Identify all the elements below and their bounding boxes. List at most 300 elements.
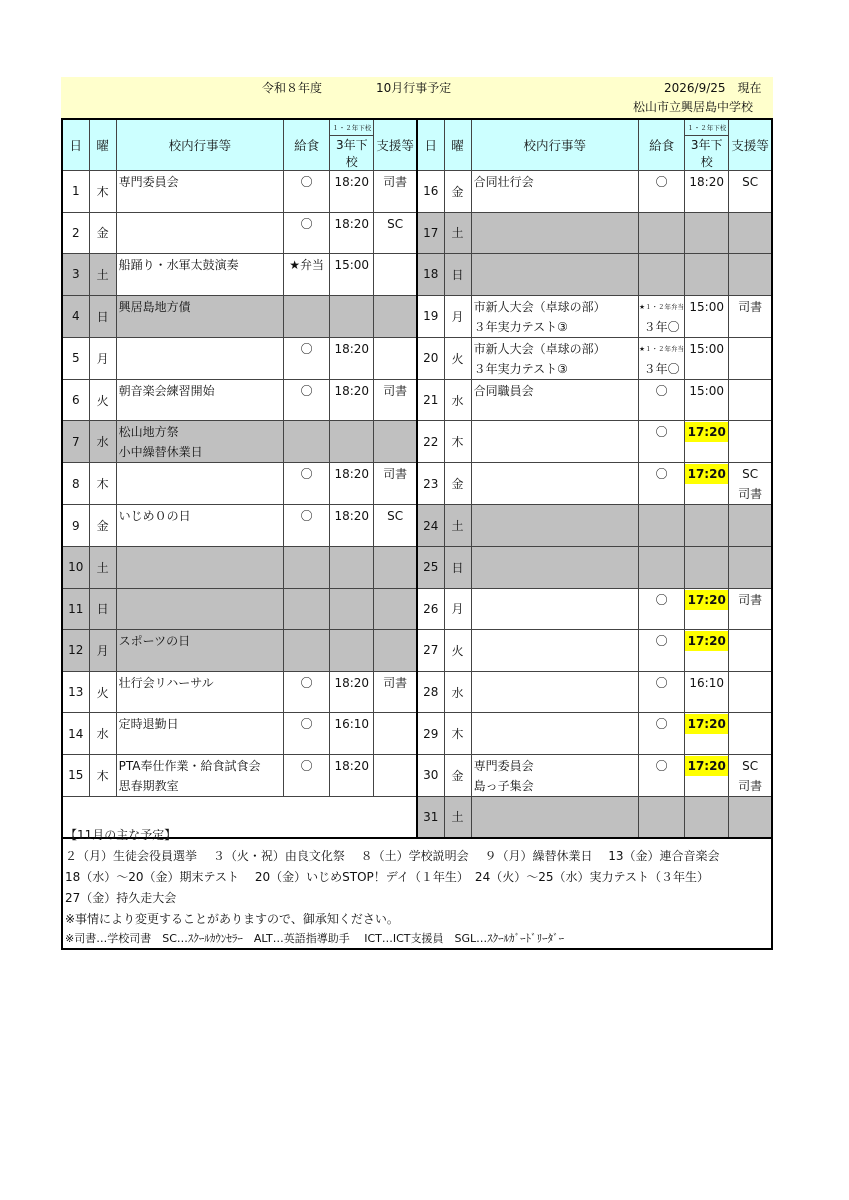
day-number: 3 xyxy=(62,254,89,296)
event-cell xyxy=(471,505,638,547)
table-row xyxy=(62,212,772,254)
dismissal-time xyxy=(685,630,729,672)
lunch-cell xyxy=(639,546,685,588)
time-text: 16:10 xyxy=(689,675,724,690)
event-text: 専門委員会 xyxy=(118,175,179,189)
support-text: SC xyxy=(742,175,759,189)
event-text: 合同壮行会 xyxy=(473,175,534,189)
time-text: 17:20 xyxy=(685,714,728,734)
day-number: 19 xyxy=(417,295,444,337)
event-text: いじめ０の日 xyxy=(118,509,191,524)
weekday: 火 xyxy=(444,630,471,672)
support-text: 司書 xyxy=(383,467,408,482)
weekday: 日 xyxy=(89,295,116,337)
day-number: 24 xyxy=(417,505,444,547)
lunch-cell xyxy=(284,463,330,505)
day-number: 21 xyxy=(417,379,444,421)
event-text: 専門委員会 xyxy=(473,758,534,773)
dismissal-time xyxy=(330,295,374,337)
current-date: 2026/9/25 現在 xyxy=(664,81,762,95)
event-text: スポーツの日 xyxy=(118,634,191,649)
col-dismissal-12: １・２年下校 xyxy=(685,119,729,136)
dismissal-time xyxy=(685,754,729,796)
event-text: 定時退勤日 xyxy=(118,717,179,732)
support-cell xyxy=(374,671,417,713)
dismissal-time xyxy=(330,588,374,630)
lunch-text: 〇 xyxy=(655,675,668,690)
support-text: 司書 xyxy=(738,299,763,314)
event-cell xyxy=(116,212,283,254)
time-text: 18:20 xyxy=(334,467,370,482)
weekday: 金 xyxy=(444,463,471,505)
day-number: 31 xyxy=(417,796,444,838)
lunch-text: 〇 xyxy=(300,509,313,524)
event-cell xyxy=(116,546,283,588)
time-text: 17:20 xyxy=(685,422,728,442)
support-cell xyxy=(729,463,772,505)
lunch-cell xyxy=(639,463,685,505)
dismissal-time xyxy=(685,421,729,463)
weekday: 火 xyxy=(89,671,116,713)
lunch-cell xyxy=(639,212,685,254)
support-text: 司書 xyxy=(738,592,763,607)
dismissal-time xyxy=(685,254,729,296)
lunch-text: 〇 xyxy=(300,216,313,231)
time-text: 18:20 xyxy=(334,509,370,524)
support-cell xyxy=(374,754,417,796)
lunch-cell xyxy=(639,671,685,713)
support-text: 司書 xyxy=(383,175,408,189)
col-day: 日 xyxy=(417,119,444,171)
dismissal-time xyxy=(685,337,729,379)
dismissal-time xyxy=(330,212,374,254)
lunch-cell xyxy=(639,505,685,547)
day-number: 25 xyxy=(417,546,444,588)
table-row xyxy=(62,254,772,296)
day-number: 6 xyxy=(62,379,89,421)
event-cell xyxy=(471,171,638,213)
support-text: 司書 xyxy=(738,778,763,793)
col-support: 支援等 xyxy=(729,119,772,171)
support-cell xyxy=(729,588,772,630)
event-cell xyxy=(116,588,283,630)
dismissal-time xyxy=(330,505,374,547)
lunch-text: 〇 xyxy=(655,383,668,398)
event-text: 市新人大会（卓球の部） xyxy=(473,341,606,356)
page-header xyxy=(61,77,773,118)
time-text: 18:20 xyxy=(334,216,370,231)
event-text: PTA奉仕作業・給食試食会 xyxy=(118,758,261,773)
lunch-text: 〇 xyxy=(300,175,313,189)
weekday: 金 xyxy=(89,505,116,547)
event-cell xyxy=(116,421,283,463)
support-cell xyxy=(374,254,417,296)
table-row xyxy=(62,295,772,337)
lunch-cell xyxy=(284,171,330,213)
event-cell xyxy=(471,254,638,296)
col-support: 支援等 xyxy=(374,119,417,171)
weekday: 木 xyxy=(444,713,471,755)
table-row xyxy=(62,630,772,672)
table-row xyxy=(62,505,772,547)
event-cell xyxy=(116,295,283,337)
lunch-cell xyxy=(639,379,685,421)
time-text: 15:00 xyxy=(689,299,724,314)
lunch-cell xyxy=(284,588,330,630)
weekday: 土 xyxy=(89,254,116,296)
event-cell xyxy=(471,295,638,337)
lunch-cell xyxy=(284,630,330,672)
event-text: 壮行会リハーサル xyxy=(118,675,214,690)
table-row xyxy=(62,379,772,421)
weekday: 水 xyxy=(89,421,116,463)
support-cell xyxy=(729,421,772,463)
event-cell xyxy=(116,713,283,755)
support-cell xyxy=(374,546,417,588)
lunch-text: 〇 xyxy=(300,467,313,482)
support-cell xyxy=(729,212,772,254)
event-cell xyxy=(116,505,283,547)
dismissal-time xyxy=(330,421,374,463)
event-cell xyxy=(471,337,638,379)
event-text: 船踊り・水軍太鼓演奏 xyxy=(118,258,239,273)
table-row xyxy=(62,713,772,755)
support-text: SC xyxy=(742,758,759,773)
col-day: 日 xyxy=(62,119,89,171)
event-cell xyxy=(471,546,638,588)
day-number: 22 xyxy=(417,421,444,463)
dismissal-time xyxy=(330,379,374,421)
weekday: 金 xyxy=(444,171,471,213)
support-cell xyxy=(729,505,772,547)
support-cell xyxy=(374,212,417,254)
support-text: SC xyxy=(387,509,404,524)
lunch-cell xyxy=(284,379,330,421)
lunch-text: 〇 xyxy=(655,592,668,607)
time-text: 18:20 xyxy=(334,175,370,189)
dismissal-time xyxy=(330,171,374,213)
dismissal-time xyxy=(330,546,374,588)
lunch-cell xyxy=(639,754,685,796)
footer-line: ２（月）生徒会役員選挙 ３（火・祝）由良文化祭 ８（土）学校説明会 ９（月）繰替休業日 13（金）連合音楽会 xyxy=(65,849,720,863)
col-lunch: 給食 xyxy=(284,119,330,171)
footer-note: ※司書…学校司書 SC…ｽｸｰﾙｶｳﾝｾﾗｰ ALT…英語指導助手 ICT…ICT支援員 SGL…ｽｸｰﾙｶﾞｰﾄﾞﾘｰﾀﾞｰ xyxy=(65,932,565,945)
event-text: 島っ子集会 xyxy=(473,778,534,793)
dismissal-time xyxy=(685,463,729,505)
event-text: 小中繰替休業日 xyxy=(118,445,203,460)
support-cell xyxy=(374,171,417,213)
footer-notes xyxy=(61,824,773,950)
day-number: 5 xyxy=(62,337,89,379)
col-lunch: 給食 xyxy=(639,119,685,171)
table-row xyxy=(62,671,772,713)
table-row xyxy=(62,754,772,796)
lunch-cell xyxy=(284,421,330,463)
table-row xyxy=(62,421,772,463)
support-cell xyxy=(729,754,772,796)
day-number: 12 xyxy=(62,630,89,672)
lunch-text: 〇 xyxy=(655,425,668,440)
day-number: 7 xyxy=(62,421,89,463)
footer-line: 18（水）～20（金）期末テスト 20（金）いじめSTOP！デイ（１年生） 24（火）～25（水）実力テスト（３年生） xyxy=(65,870,709,884)
day-number: 9 xyxy=(62,505,89,547)
lunch-text: ★弁当 xyxy=(289,258,325,273)
event-cell xyxy=(116,754,283,796)
support-text: 司書 xyxy=(383,383,408,398)
support-cell xyxy=(374,630,417,672)
footer-note: ※事情により変更することがありますので、御承知ください。 xyxy=(65,912,399,926)
support-cell xyxy=(729,295,772,337)
event-cell xyxy=(471,671,638,713)
day-number: 30 xyxy=(417,754,444,796)
lunch-text: ３年〇 xyxy=(643,361,680,376)
lunch-cell xyxy=(284,754,330,796)
event-cell xyxy=(471,630,638,672)
dismissal-time xyxy=(685,588,729,630)
col-weekday: 曜 xyxy=(444,119,471,171)
event-text: 興居島地方債 xyxy=(118,299,191,314)
support-cell xyxy=(729,379,772,421)
time-text: 16:10 xyxy=(334,717,370,732)
weekday: 月 xyxy=(444,295,471,337)
lunch-cell xyxy=(284,546,330,588)
lunch-text: 〇 xyxy=(300,383,313,398)
event-cell xyxy=(116,671,283,713)
weekday: 月 xyxy=(444,588,471,630)
weekday: 金 xyxy=(89,212,116,254)
support-cell xyxy=(374,588,417,630)
table-row xyxy=(62,337,772,379)
support-cell xyxy=(729,630,772,672)
support-cell xyxy=(374,295,417,337)
day-number: 16 xyxy=(417,171,444,213)
event-cell xyxy=(116,379,283,421)
time-text: 15:00 xyxy=(334,258,370,273)
support-text: SC xyxy=(742,467,759,482)
table-row xyxy=(62,171,772,213)
event-cell xyxy=(116,254,283,296)
dismissal-time xyxy=(330,671,374,713)
day-number: 10 xyxy=(62,546,89,588)
day-number: 11 xyxy=(62,588,89,630)
lunch-text: ３年〇 xyxy=(643,319,680,334)
time-text: 15:00 xyxy=(689,341,724,356)
day-number: 15 xyxy=(62,754,89,796)
era-year: 令和８年度 xyxy=(262,81,323,95)
table-row xyxy=(62,463,772,505)
support-cell xyxy=(374,713,417,755)
table-row xyxy=(62,546,772,588)
col-dismissal-3: 3年下校 xyxy=(330,136,374,171)
day-number: 14 xyxy=(62,713,89,755)
time-text: 17:20 xyxy=(685,590,728,610)
lunch-text: 〇 xyxy=(300,341,313,356)
day-number: 4 xyxy=(62,295,89,337)
lunch-cell xyxy=(639,630,685,672)
col-dismissal-3: 3年下校 xyxy=(685,136,729,171)
dismissal-time xyxy=(685,171,729,213)
event-cell xyxy=(116,337,283,379)
dismissal-time xyxy=(330,254,374,296)
weekday: 日 xyxy=(444,254,471,296)
event-text: ３年実力テスト③ xyxy=(473,319,568,334)
time-text: 18:20 xyxy=(334,383,370,398)
event-text: 合同職員会 xyxy=(473,383,534,398)
support-cell xyxy=(374,337,417,379)
weekday: 水 xyxy=(89,713,116,755)
weekday: 水 xyxy=(444,379,471,421)
lunch-cell xyxy=(284,713,330,755)
dismissal-time xyxy=(330,463,374,505)
support-text: SC xyxy=(387,216,404,231)
day-number: 17 xyxy=(417,212,444,254)
lunch-text: 〇 xyxy=(655,634,668,649)
event-cell xyxy=(116,171,283,213)
event-cell xyxy=(471,421,638,463)
support-cell xyxy=(374,379,417,421)
lunch-text: 〇 xyxy=(655,717,668,732)
schedule-table xyxy=(61,118,773,839)
dismissal-time xyxy=(685,212,729,254)
day-number: 2 xyxy=(62,212,89,254)
event-text: 朝音楽会練習開始 xyxy=(118,383,215,398)
lunch-text: 〇 xyxy=(655,175,668,189)
weekday: 月 xyxy=(89,630,116,672)
page-title: 10月行事予定 xyxy=(376,81,452,95)
event-text: 松山地方祭 xyxy=(118,425,179,440)
time-text: 18:20 xyxy=(334,758,370,773)
event-cell xyxy=(471,212,638,254)
lunch-text: ★１・２年弁当 xyxy=(639,302,684,311)
lunch-cell xyxy=(284,337,330,379)
lunch-text: 〇 xyxy=(655,467,668,482)
day-number: 8 xyxy=(62,463,89,505)
day-number: 29 xyxy=(417,713,444,755)
dismissal-time xyxy=(330,630,374,672)
event-cell xyxy=(471,463,638,505)
support-cell xyxy=(374,421,417,463)
dismissal-time xyxy=(330,337,374,379)
event-cell xyxy=(471,713,638,755)
event-cell xyxy=(471,379,638,421)
day-number: 18 xyxy=(417,254,444,296)
time-text: 17:20 xyxy=(685,756,728,776)
support-cell xyxy=(374,463,417,505)
weekday: 木 xyxy=(444,421,471,463)
lunch-cell xyxy=(639,713,685,755)
support-cell xyxy=(729,254,772,296)
time-text: 15:00 xyxy=(689,383,724,398)
support-cell xyxy=(729,671,772,713)
dismissal-time xyxy=(685,713,729,755)
event-text: ３年実力テスト③ xyxy=(473,361,568,376)
col-weekday: 曜 xyxy=(89,119,116,171)
col-dismissal-12: １・２年下校 xyxy=(330,119,374,136)
weekday: 水 xyxy=(444,671,471,713)
weekday: 木 xyxy=(89,171,116,213)
footer-line: 27（金）持久走大会 xyxy=(65,891,177,905)
event-text: 市新人大会（卓球の部） xyxy=(473,299,606,314)
dismissal-time xyxy=(685,671,729,713)
footer-heading: 【11月の主な予定】 xyxy=(65,828,177,842)
weekday: 土 xyxy=(444,796,471,838)
lunch-text: 〇 xyxy=(655,758,668,773)
day-number: 1 xyxy=(62,171,89,213)
day-number: 26 xyxy=(417,588,444,630)
event-cell xyxy=(471,588,638,630)
weekday: 月 xyxy=(89,337,116,379)
event-cell xyxy=(471,754,638,796)
lunch-cell xyxy=(284,254,330,296)
day-number: 23 xyxy=(417,463,444,505)
lunch-cell xyxy=(639,295,685,337)
weekday: 火 xyxy=(89,379,116,421)
day-number: 20 xyxy=(417,337,444,379)
dismissal-time xyxy=(685,295,729,337)
col-events: 校内行事等 xyxy=(116,119,283,171)
time-text: 17:20 xyxy=(685,631,728,651)
weekday: 木 xyxy=(89,754,116,796)
lunch-cell xyxy=(639,171,685,213)
support-cell xyxy=(374,505,417,547)
day-number: 28 xyxy=(417,671,444,713)
day-number: 27 xyxy=(417,630,444,672)
weekday: 日 xyxy=(444,546,471,588)
lunch-cell xyxy=(639,254,685,296)
school-name: 松山市立興居島中学校 xyxy=(633,100,754,114)
lunch-cell xyxy=(639,588,685,630)
support-cell xyxy=(729,713,772,755)
lunch-cell xyxy=(284,671,330,713)
lunch-text: 〇 xyxy=(300,717,313,732)
day-number: 13 xyxy=(62,671,89,713)
dismissal-time xyxy=(330,713,374,755)
time-text: 18:20 xyxy=(334,675,370,690)
dismissal-time xyxy=(685,379,729,421)
lunch-text: 〇 xyxy=(300,675,313,690)
support-text: 司書 xyxy=(383,675,408,690)
weekday: 日 xyxy=(89,588,116,630)
weekday: 木 xyxy=(89,463,116,505)
lunch-cell xyxy=(639,337,685,379)
support-text: 司書 xyxy=(738,487,763,502)
time-text: 18:20 xyxy=(334,341,370,356)
support-cell xyxy=(729,337,772,379)
support-cell xyxy=(729,171,772,213)
event-cell xyxy=(116,630,283,672)
lunch-text: 〇 xyxy=(300,758,313,773)
weekday: 土 xyxy=(444,505,471,547)
lunch-cell xyxy=(639,421,685,463)
weekday: 火 xyxy=(444,337,471,379)
event-text: 思春期教室 xyxy=(118,778,179,793)
lunch-cell xyxy=(284,295,330,337)
event-cell xyxy=(116,463,283,505)
time-text: 17:20 xyxy=(685,464,728,484)
dismissal-time xyxy=(685,546,729,588)
dismissal-time xyxy=(685,505,729,547)
weekday: 土 xyxy=(89,546,116,588)
lunch-text: ★１・２年弁当 xyxy=(639,344,684,353)
dismissal-time xyxy=(330,754,374,796)
lunch-cell xyxy=(284,505,330,547)
weekday: 土 xyxy=(444,212,471,254)
time-text: 18:20 xyxy=(689,175,724,189)
col-events: 校内行事等 xyxy=(471,119,638,171)
support-cell xyxy=(729,546,772,588)
table-row xyxy=(62,588,772,630)
weekday: 金 xyxy=(444,754,471,796)
